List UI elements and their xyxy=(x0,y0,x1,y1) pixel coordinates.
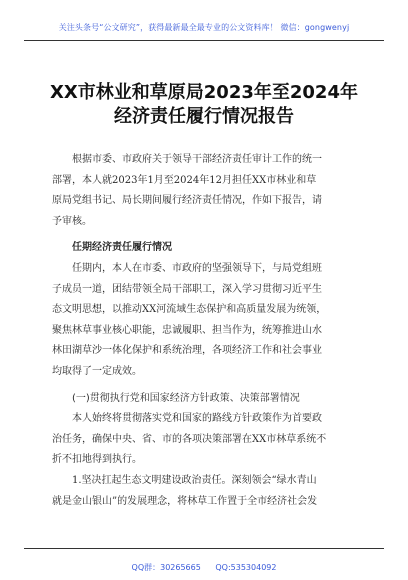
paragraph-line: 部署，本人就2023年1月至2024年12月担任XX市林业和草 xyxy=(52,174,317,186)
footer xyxy=(0,562,408,573)
paragraph-line: 聚焦林草事业核心职能，忠诚履职、担当作为，统筹推进山水 xyxy=(52,324,322,336)
section-subheading: (一)贯彻执行党和国家经济方针政策、决策部署情况 xyxy=(72,392,300,404)
paragraph-line: 本人始终将贯彻落实党和国家的路线方针政策作为首要政 xyxy=(72,413,322,425)
document-body xyxy=(52,150,352,512)
paragraph-line: 根据市委、市政府关于领导干部经济责任审计工作的统一 xyxy=(72,154,322,165)
document-title-line-1: XX市林业和草原局2023年至2024年 xyxy=(50,82,358,103)
top-banner: 关注头条号“公文研究”，获得最新最全最专业的公文资料库！ 微信：gongwenyj xyxy=(58,23,350,32)
footer-qq-group: QQ群：30265665 xyxy=(131,563,201,572)
paragraph-line: 治任务，确保中央、省、市的各项决策部署在XX市林草系统不 xyxy=(52,433,327,445)
paragraph-line: 1.坚决扛起生态文明建设政治责任。深刻领会“绿水青山 xyxy=(72,474,317,486)
header-divider xyxy=(24,40,384,41)
paragraph-line: 原局党组书记、局长期间履行经济责任情况，作如下报告，请 xyxy=(52,195,322,207)
paragraph-line: 折不扣地得到执行。 xyxy=(52,454,142,466)
footer-qq-contact: QQ:535304092 xyxy=(215,563,277,572)
paragraph-line: 任期内，本人在市委、市政府的坚强领导下，与局党组班 xyxy=(72,262,322,274)
paragraph-line: 子成员一道，团结带领全局干部职工，深入学习贯彻习近平生 xyxy=(52,283,322,295)
paragraph-line: 均取得了一定成效。 xyxy=(52,365,142,377)
paragraph-line: 态文明思想，以推动XX河流域生态保护和高质量发展为统领， xyxy=(52,304,327,316)
document-title-line-2: 经济责任履行情况报告 xyxy=(114,106,294,127)
paragraph-line: 就是金山银山”的发展理念，将林草工作置于全市经济社会发 xyxy=(52,495,318,507)
section-heading: 任期经济责任履行情况 xyxy=(72,242,172,254)
footer-divider xyxy=(24,548,384,549)
paragraph-line: 林田湖草沙一体化保护和系统治理，各项经济工作和社会事业 xyxy=(52,345,322,357)
paragraph-line: 予审核。 xyxy=(52,215,92,227)
